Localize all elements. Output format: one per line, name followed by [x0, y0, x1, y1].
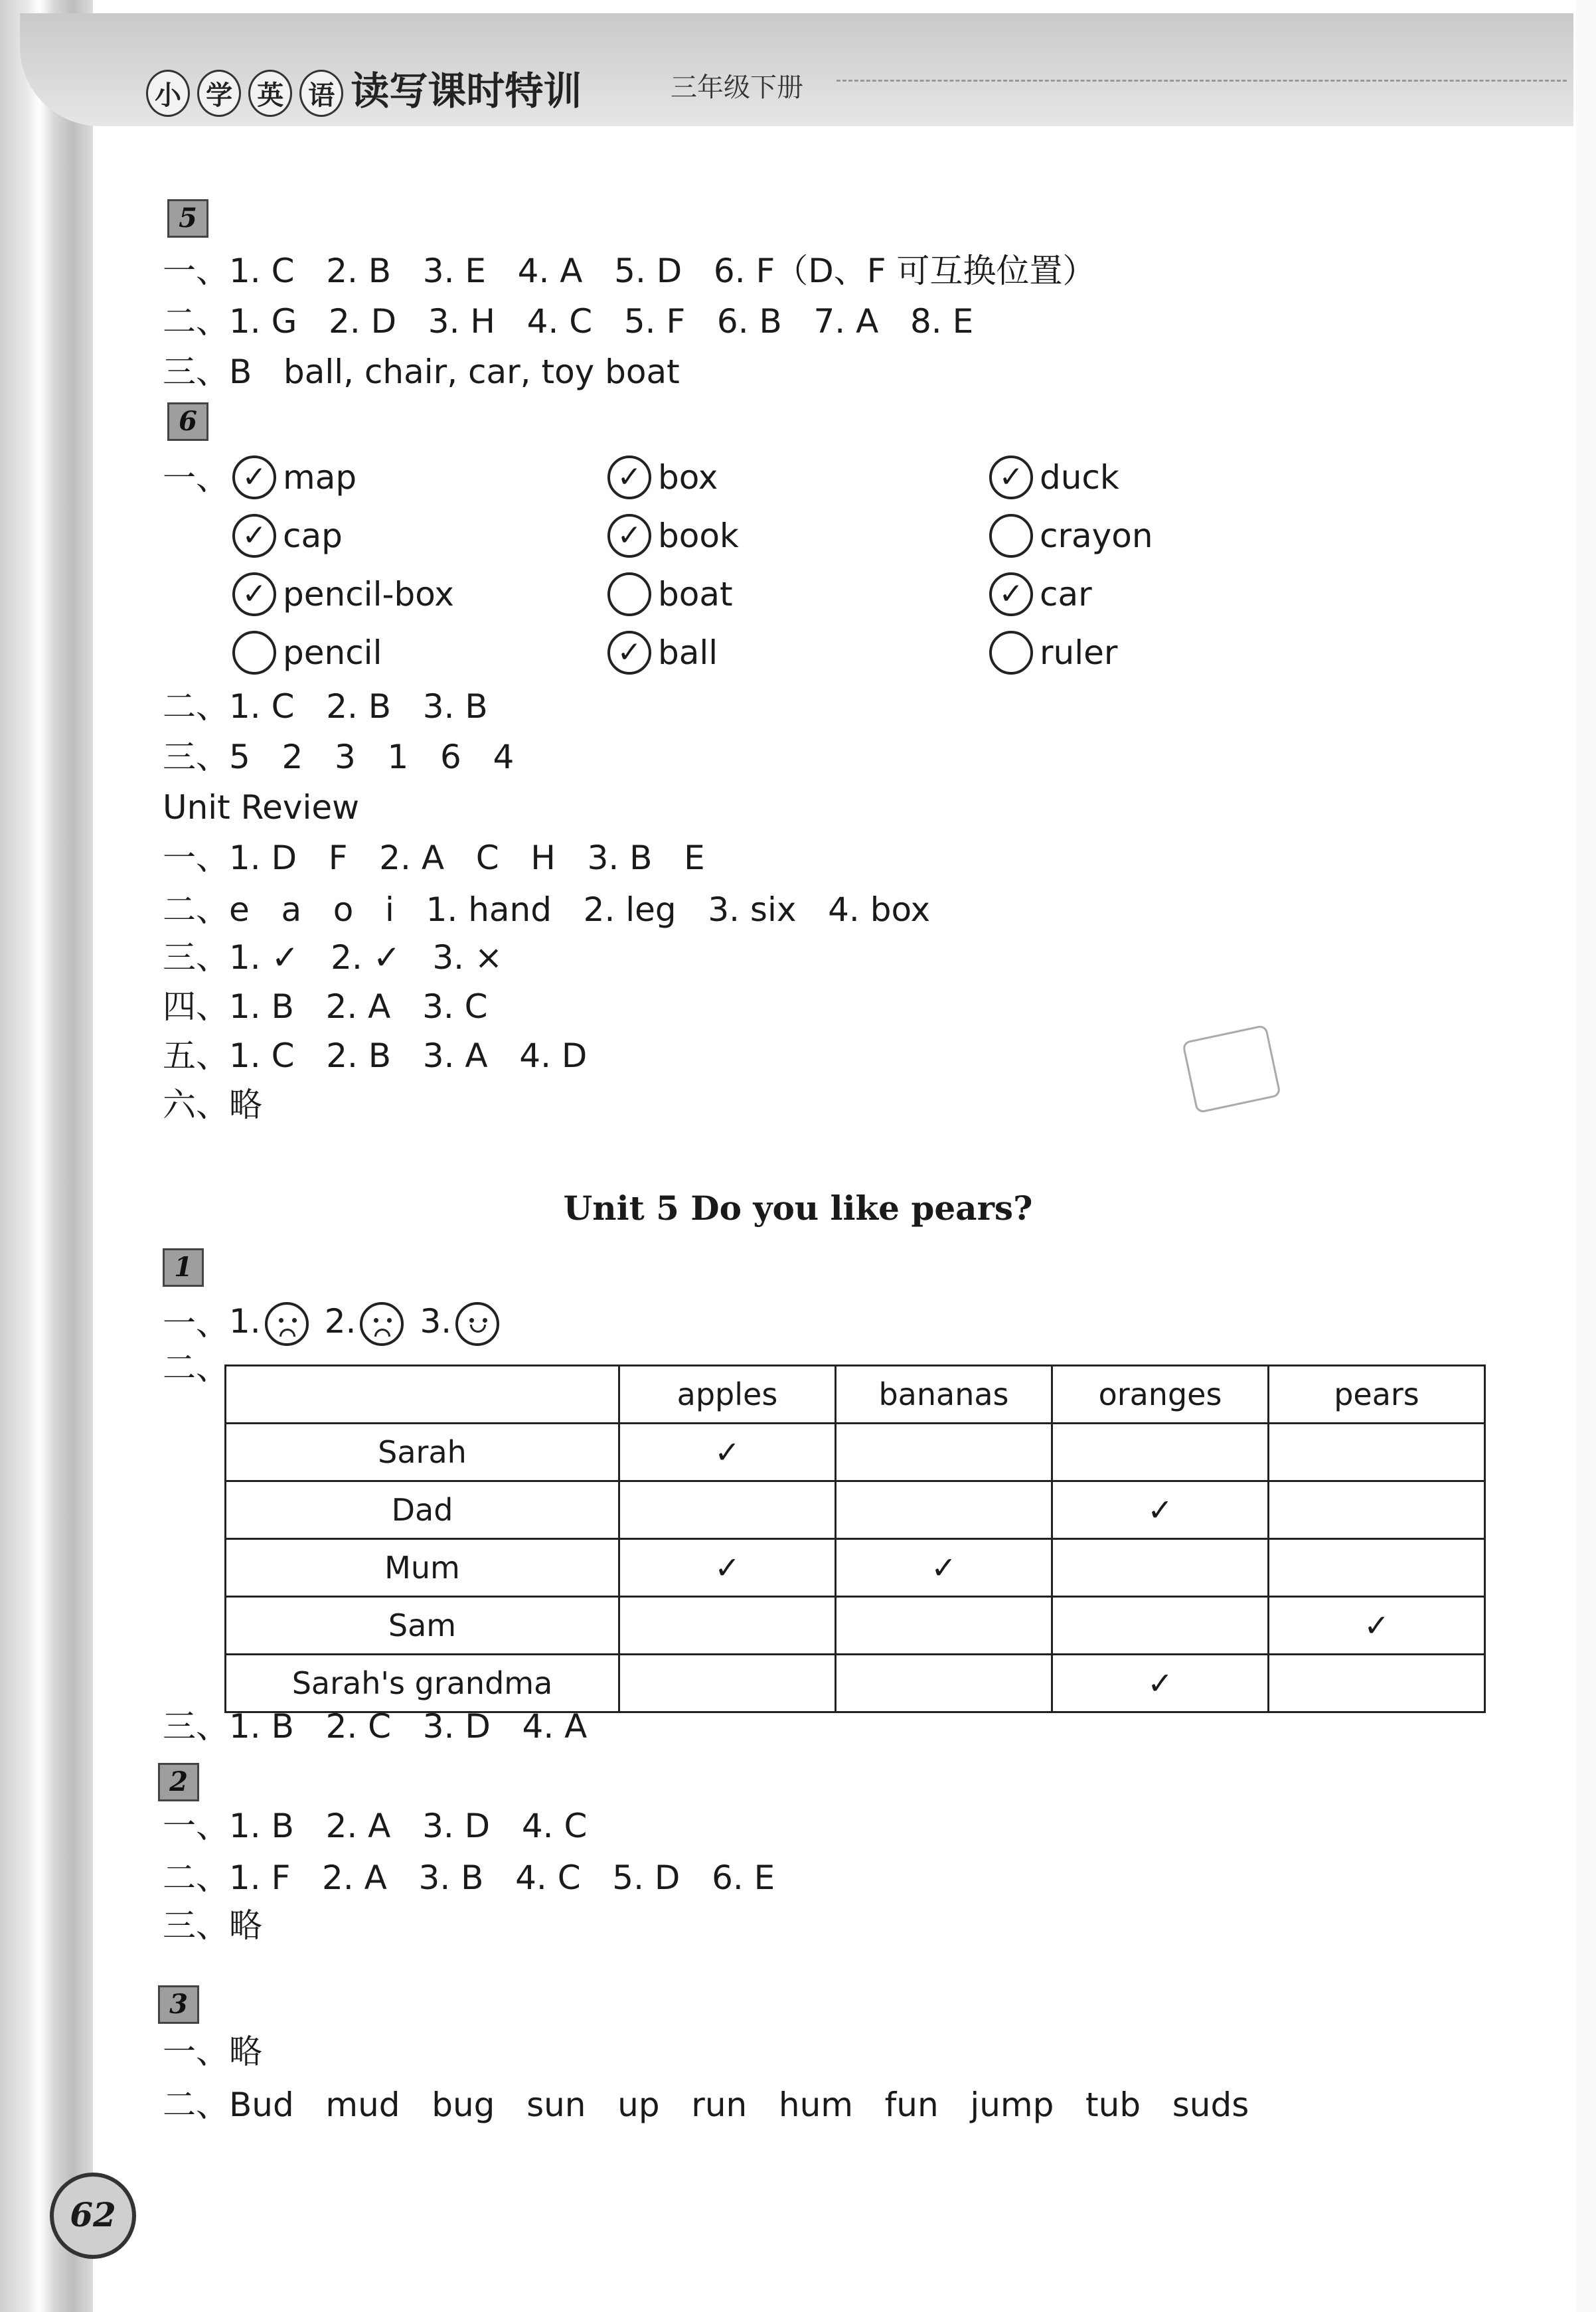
option-word: book: [658, 517, 739, 555]
answer-line: 二、1. F 2. A 3. B 4. C 5. D 6. E: [163, 1858, 775, 1897]
row-name: Sarah's grandma: [226, 1655, 619, 1712]
table-column-header: bananas: [836, 1366, 1052, 1424]
answer-line: 一、略: [163, 2032, 262, 2071]
checked-circle-icon: ✓: [232, 514, 276, 558]
empty-cell: [1052, 1597, 1269, 1655]
answer-line: 三、1. ✓ 2. ✓ 3. ×: [163, 938, 503, 977]
picture-option: [232, 572, 454, 616]
table-column-header: apples: [619, 1366, 836, 1424]
table-row: [226, 1424, 1485, 1481]
row-name: Mum: [226, 1539, 619, 1597]
empty-cell: [1269, 1424, 1485, 1481]
section-badge: 1: [163, 1248, 204, 1287]
answer-line: 一、1. B 2. A 3. D 4. C: [163, 1807, 588, 1845]
check-mark-cell: ✓: [1052, 1481, 1269, 1539]
fruit-preference-table: [224, 1364, 1486, 1713]
faces-group: [229, 1301, 515, 1346]
picture-option: [989, 631, 1117, 675]
picture-option: [989, 572, 1092, 616]
picture-option: [989, 455, 1119, 499]
option-word: box: [658, 458, 718, 497]
option-word: crayon: [1040, 517, 1153, 555]
series-char: 小: [146, 70, 190, 117]
checked-circle-icon: ✓: [989, 572, 1033, 616]
answer-line: 二、1. G 2. D 3. H 4. C 5. F 6. B 7. A 8. E: [163, 302, 974, 341]
sad-face-icon: [360, 1302, 404, 1346]
answer-line: 二、1. C 2. B 3. B: [163, 687, 488, 726]
picture-option: [232, 514, 343, 558]
option-word: map: [283, 458, 357, 497]
empty-cell: [1269, 1655, 1485, 1712]
option-word: car: [1040, 575, 1092, 614]
answer-line: 五、1. C 2. B 3. A 4. D: [163, 1036, 588, 1075]
empty-circle-icon: [989, 631, 1033, 675]
table-row: [226, 1481, 1485, 1539]
table-row: [226, 1539, 1485, 1597]
face-label: 1.: [229, 1302, 261, 1341]
answer-line: 三、1. B 2. C 3. D 4. A: [163, 1707, 588, 1746]
picture-option: [989, 514, 1153, 558]
checked-circle-icon: ✓: [607, 631, 651, 675]
row-name: Sarah: [226, 1424, 619, 1481]
empty-cell: [836, 1597, 1052, 1655]
table-column-header: oranges: [1052, 1366, 1269, 1424]
empty-cell: [1269, 1481, 1485, 1539]
empty-circle-icon: [989, 514, 1033, 558]
series-char: 语: [299, 70, 343, 117]
face-label: 3.: [420, 1302, 452, 1341]
option-word: pencil-box: [283, 575, 454, 614]
empty-cell: [1269, 1539, 1485, 1597]
empty-cell: [1052, 1424, 1269, 1481]
answer-prefix: 一、: [163, 1304, 229, 1343]
empty-cell: [1052, 1539, 1269, 1597]
answer-prefix: 一、: [163, 459, 229, 497]
checked-circle-icon: ✓: [607, 514, 651, 558]
empty-circle-icon: [232, 631, 276, 675]
series-char: 英: [248, 70, 292, 117]
checked-circle-icon: ✓: [232, 572, 276, 616]
empty-cell: [619, 1597, 836, 1655]
option-word: pencil: [283, 633, 382, 672]
table-column-header: [226, 1366, 619, 1424]
grade-label: 三年级下册: [671, 72, 803, 103]
page-left-stripe: [0, 0, 93, 2312]
empty-cell: [619, 1655, 836, 1712]
check-mark-cell: ✓: [836, 1539, 1052, 1597]
answer-line: 三、5 2 3 1 6 4: [163, 738, 515, 776]
section-badge: 6: [167, 402, 208, 441]
answer-line: 三、略: [163, 1906, 262, 1945]
section-badge: 3: [158, 1985, 199, 2024]
option-word: ruler: [1040, 633, 1118, 672]
header-title: [146, 60, 586, 117]
sad-face-icon: [265, 1302, 309, 1346]
check-mark-cell: ✓: [619, 1539, 836, 1597]
table-row: [226, 1655, 1485, 1712]
picture-option: [607, 631, 718, 675]
answer-line: 四、1. B 2. A 3. C: [163, 987, 488, 1026]
empty-cell: [619, 1481, 836, 1539]
page-number: 62: [50, 2173, 136, 2259]
checked-circle-icon: ✓: [607, 455, 651, 499]
check-mark-cell: ✓: [1269, 1597, 1485, 1655]
option-word: ball: [658, 633, 718, 672]
face-label: 2.: [324, 1302, 357, 1341]
answer-line: 六、略: [163, 1086, 262, 1124]
answer-line: 三、B ball, chair, car, toy boat: [163, 353, 680, 391]
picture-option: [607, 514, 739, 558]
option-word: cap: [283, 517, 343, 555]
picture-option: [232, 631, 382, 675]
section-badge: 2: [158, 1763, 199, 1801]
faces-line: [163, 1301, 515, 1346]
table-column-header: pears: [1269, 1366, 1485, 1424]
check-mark-cell: ✓: [619, 1424, 836, 1481]
answer-line: 二、e a o i 1. hand 2. leg 3. six 4. box: [163, 890, 931, 929]
review-title: Unit Review: [163, 788, 360, 827]
section-badge: 5: [167, 199, 208, 238]
header-dashed-line: [837, 80, 1567, 82]
empty-cell: [836, 1424, 1052, 1481]
watermark-stamp: [1182, 1025, 1281, 1114]
answer-line: 一、1. D F 2. A C H 3. B E: [163, 839, 705, 877]
checked-circle-icon: ✓: [989, 455, 1033, 499]
check-mark-cell: ✓: [1052, 1655, 1269, 1712]
picture-option: [607, 455, 718, 499]
series-char: 学: [197, 70, 241, 117]
page-right-edge: [1576, 0, 1596, 2312]
book-title: 读写课时特训: [351, 68, 582, 114]
row-name: Sam: [226, 1597, 619, 1655]
picture-option: [232, 455, 357, 499]
row-name: Dad: [226, 1481, 619, 1539]
answer-line: 一、1. C 2. B 3. E 4. A 5. D 6. F（D、F 可互换位置）: [163, 252, 1096, 290]
table-row: [226, 1597, 1485, 1655]
happy-face-icon: [455, 1302, 499, 1346]
option-word: boat: [658, 575, 733, 614]
option-word: duck: [1040, 458, 1119, 497]
unit-title: Unit 5 Do you like pears?: [563, 1189, 1033, 1228]
table-header-row: [226, 1366, 1485, 1424]
picture-option: [607, 572, 733, 616]
answer-line: 二、Bud mud bug sun up run hum fun jump tub suds: [163, 2086, 1249, 2124]
empty-circle-icon: [607, 572, 651, 616]
empty-cell: [836, 1655, 1052, 1712]
answer-prefix: 二、: [163, 1349, 229, 1387]
checked-circle-icon: ✓: [232, 455, 276, 499]
empty-cell: [836, 1481, 1052, 1539]
